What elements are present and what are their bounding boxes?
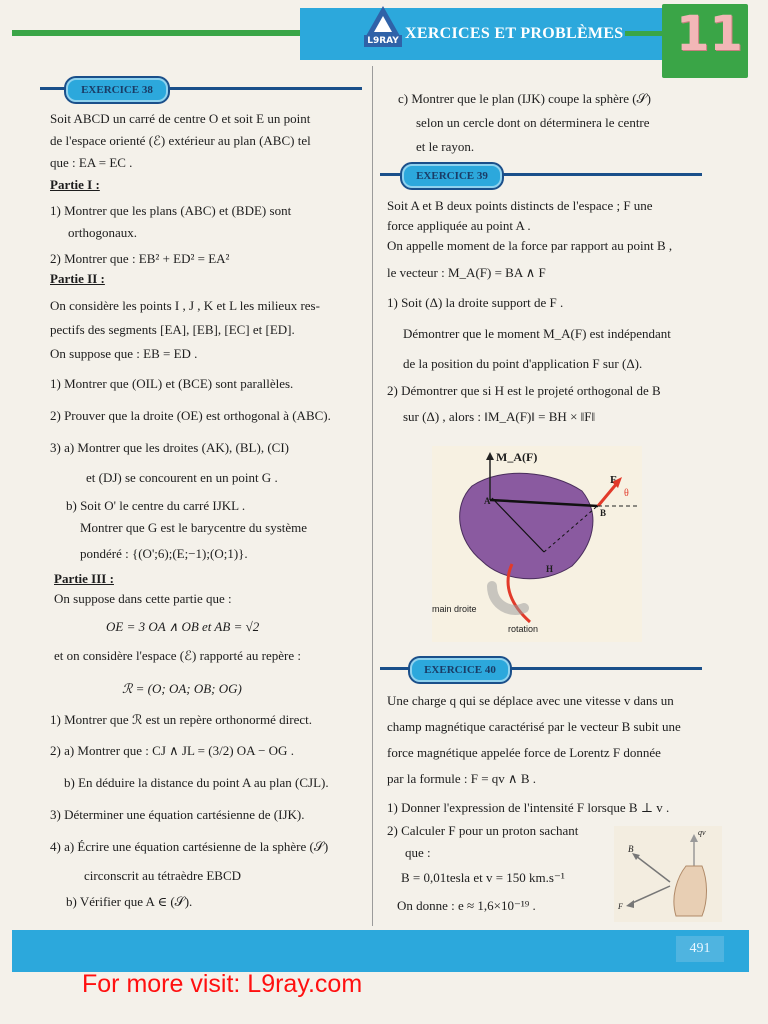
ex39-line: sur (Δ) , alors : ‖M_A(F)‖ = BH × ‖F‖ <box>403 409 596 424</box>
ex38-question: 3) Déterminer une équation cartésienne de (IJK). <box>50 807 305 822</box>
exercise-39-header <box>380 164 702 186</box>
logo-text: L9RAY <box>364 35 402 47</box>
ex38-question: On suppose que : EB = ED . <box>50 346 198 361</box>
ex38-question: 1) Montrer que (OIL) et (BCE) sont parallèles. <box>50 376 294 391</box>
exercise-40-label: EXERCICE 40 <box>410 658 510 682</box>
ex39-line: force appliquée au point A . <box>387 218 531 233</box>
ex39-line: Démontrer que le moment M_A(F) est indépendant <box>403 326 671 341</box>
ex38-formula: OE = 3 OA ∧ OB et AB = √2 <box>106 619 260 634</box>
promo-link[interactable]: For more visit: L9ray.com <box>82 970 363 998</box>
partie-3-title: Partie III : <box>54 571 114 586</box>
column-divider <box>372 66 373 926</box>
ex40-line: Une charge q qui se déplace avec une vitesse v dans un <box>387 693 674 708</box>
ex38-question: et on considère l'espace (ℰ) rapporté au repère : <box>54 648 301 663</box>
partie-1-title: Partie I : <box>50 177 100 192</box>
point-a-label: A <box>484 496 491 506</box>
ex38-question: On considère les points I , J , K et L les milieux res- <box>50 298 320 313</box>
ex40-line: que : <box>405 845 431 860</box>
header-rule <box>12 30 312 36</box>
ex38-question: 1) Montrer que les plans (ABC) et (BDE) sont <box>50 203 292 218</box>
chapter-badge <box>662 4 748 78</box>
moment-label: M_A(F) <box>496 450 538 464</box>
ex39-line: de la position du point d'application F sur (Δ). <box>403 356 643 371</box>
exercise-38-header <box>40 78 362 100</box>
ex38-intro-line: Soit ABCD un carré de centre O et soit E un point <box>50 111 311 126</box>
ex38-question: et le rayon. <box>416 139 475 154</box>
ex40-line: B = 0,01tesla et v = 150 km.s⁻¹ <box>401 870 565 885</box>
ex38-intro-line: de l'espace orienté (ℰ) extérieur au plan (ABC) tel <box>50 133 311 148</box>
lorentz-figure <box>614 826 722 922</box>
theta-label: θ <box>624 488 629 499</box>
ex38-question: orthogonaux. <box>68 225 137 240</box>
ex38-question: pectifs des segments [EA], [EB], [EC] et [ED]. <box>50 322 295 337</box>
ex38-question: circonscrit au tétraèdre EBCD <box>84 868 242 883</box>
ex38-intro-line: que : EA = EC . <box>50 155 133 170</box>
exercise-40-header <box>380 658 702 680</box>
ex38-question: selon un cercle dont on déterminera le centre <box>416 115 650 130</box>
exercise-39-body <box>387 196 723 428</box>
ex38-question: 2) Montrer que : EB² + ED² = EA² <box>50 251 230 266</box>
exercise-38-continued <box>398 88 718 158</box>
ex38-question: b) Vérifier que A ∈ (𝒮). <box>66 894 193 909</box>
ex38-formula: ℛ = (O; OA; OB; OG) <box>122 681 242 696</box>
hand-label: main droite <box>432 604 477 614</box>
v-vector-label: qv <box>698 828 706 837</box>
ex38-question: 2) Prouver que la droite (OE) est orthogonal à (ABC). <box>50 408 331 423</box>
ex38-question: b) Soit O' le centre du carré IJKL . <box>66 498 246 513</box>
header-title: XERCICES ET PROBLÈMES <box>405 25 624 42</box>
header-accent-line <box>625 31 665 36</box>
ex38-question: 4) a) Écrire une équation cartésienne de la sphère (𝒮) <box>50 839 329 854</box>
ex38-question: 3) a) Montrer que les droites (AK), (BL), (CI) <box>50 440 289 455</box>
ex39-line: Soit A et B deux points distincts de l'espace ; F une <box>387 198 653 213</box>
ex38-question: Montrer que G est le barycentre du système <box>80 520 308 535</box>
footer-bar <box>12 930 749 972</box>
ex38-question: et (DJ) se concourent en un point G . <box>86 470 278 485</box>
exercise-38-label: EXERCICE 38 <box>66 78 168 102</box>
ex38-question: On suppose dans cette partie que : <box>54 591 232 606</box>
lorentz-diagram <box>614 826 722 922</box>
moment-figure <box>432 446 642 642</box>
force-label: F <box>610 474 617 486</box>
f-vector-label: F <box>618 902 623 911</box>
rotation-label: rotation <box>508 624 539 634</box>
ex40-line: 1) Donner l'expression de l'intensité F lorsque B ⊥ v . <box>387 800 670 815</box>
l9ray-logo-icon <box>360 4 406 50</box>
ex39-line: le vecteur : M_A(F) = BA ∧ F <box>387 265 546 280</box>
ex39-line: On appelle moment de la force par rapport au point B , <box>387 238 673 253</box>
ex38-question: 2) a) Montrer que : CJ ∧ JL = (3/2) OA − OG . <box>50 743 294 758</box>
ex40-line: par la formule : F = qv ∧ B . <box>387 771 536 786</box>
ex40-line: champ magnétique caractérisé par le vecteur B subit une <box>387 719 681 734</box>
ex39-line: 1) Soit (Δ) la droite support de F . <box>387 295 564 310</box>
ex40-line: On donne : e ≈ 1,6×10⁻¹⁹ . <box>397 898 536 913</box>
ex40-line: 2) Calculer F pour un proton sachant <box>387 823 579 838</box>
ex38-question: 1) Montrer que ℛ est un repère orthonormé direct. <box>50 712 312 727</box>
point-b-label: B <box>600 508 607 518</box>
partie-2-title: Partie II : <box>50 271 105 286</box>
point-h-label: H <box>546 564 554 574</box>
exercise-39-label: EXERCICE 39 <box>402 164 502 188</box>
ex39-line: 2) Démontrer que si H est le projeté orthogonal de B <box>387 383 661 398</box>
ex38-question: b) En déduire la distance du point A au plan (CJL). <box>64 775 329 790</box>
page-number: 491 <box>676 936 724 962</box>
ex38-question: c) Montrer que le plan (IJK) coupe la sphère (𝒮) <box>398 91 651 106</box>
b-vector-label: B <box>628 844 634 854</box>
ex38-question: pondéré : {(O';6);(E;−1);(O;1)}. <box>80 546 248 561</box>
exercise-38-body <box>50 108 368 914</box>
ex40-line: force magnétique appelée force de Lorentz F donnée <box>387 745 661 760</box>
chapter-number: 11 <box>676 6 743 62</box>
